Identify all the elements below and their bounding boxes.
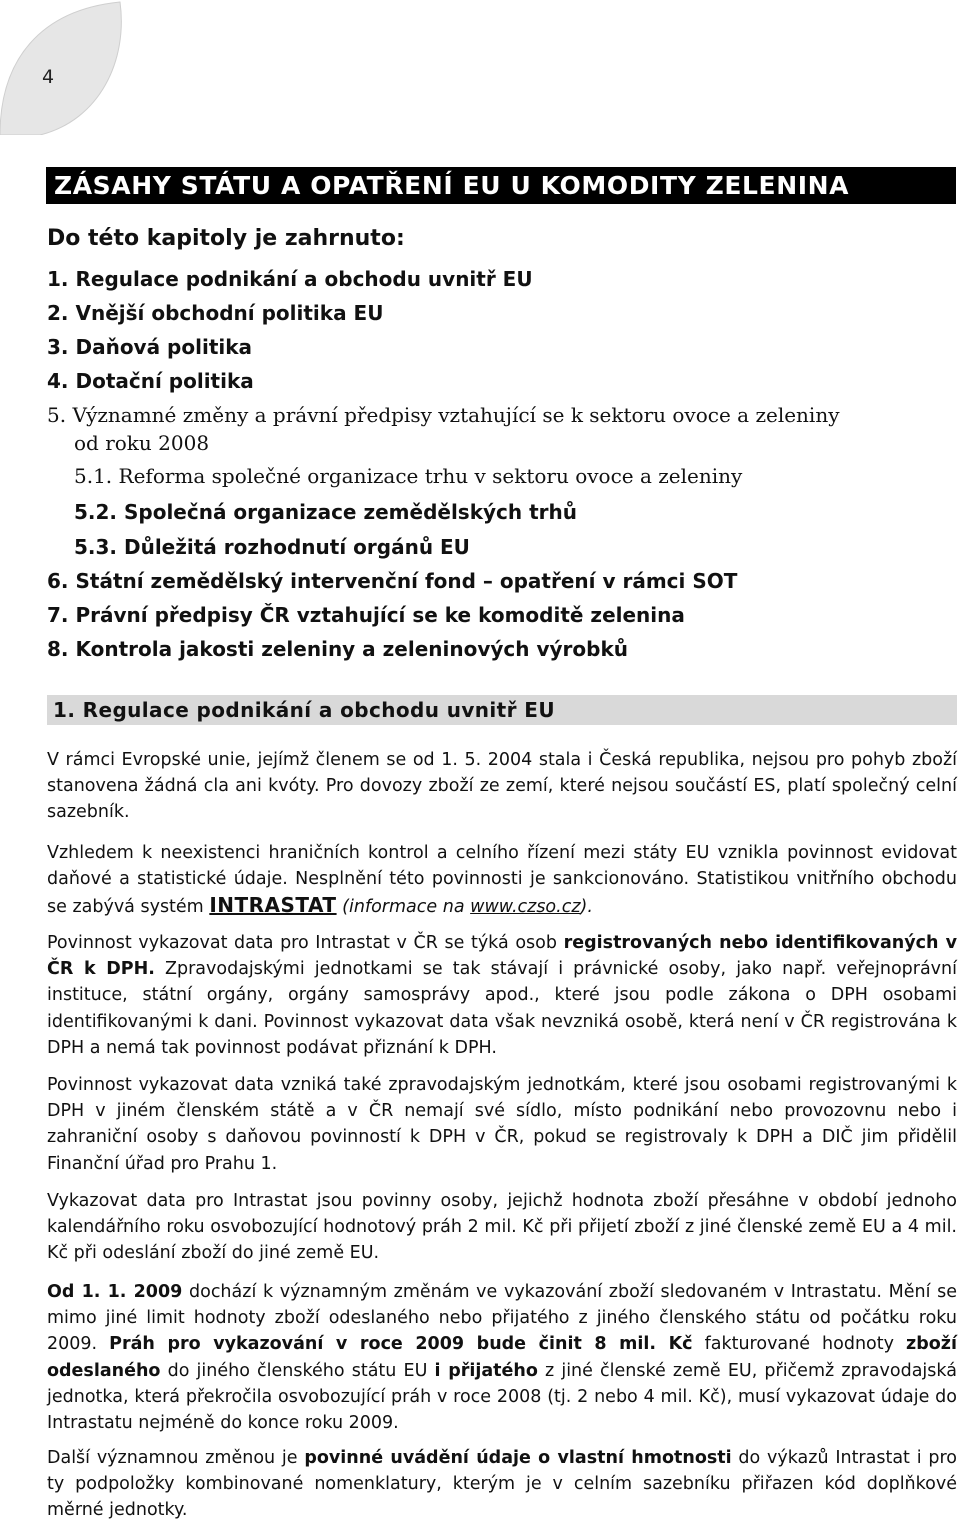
paragraph-text: do výkazů Intrastat i pro ty podpoložky kombinované nomenklatury, kterým je v celním sazebníku přiřazen kód doplňkové měrné jednotky. xyxy=(47,1448,957,1521)
leaf-decoration xyxy=(0,0,130,135)
paragraph xyxy=(47,840,957,921)
toc-item: 6. Státní zemědělský intervenční fond – opatření v rámci SOT xyxy=(47,569,738,593)
paragraph: Vykazovat data pro Intrastat jsou povinny osoby, jejichž hodnota zboží přesáhne v období jednoho kalendářního roku osvobozující hodnotový práh 2 mil. Kč při přijetí zboží z jiné členské země EU a 4 mil. Kč při odeslání zboží do jiné země EU. xyxy=(47,1191,957,1264)
toc-item: 5. Významné změny a právní předpisy vztahující se k sektoru ovoce a zeleniny xyxy=(47,403,840,427)
paragraph xyxy=(47,1279,957,1436)
toc-item-continuation: od roku 2008 xyxy=(74,431,210,455)
emphasis: registrovaných nebo identifikovaných v ČR k DPH. xyxy=(47,933,957,980)
toc-item: 3. Daňová politika xyxy=(47,335,253,359)
paragraph xyxy=(47,930,957,1061)
paragraph: V rámci Evropské unie, jejímž členem se od 1. 5. 2004 stala i Česká republika, nejsou pro pohyb zboží stanovena žádná cla ani kvóty. Pro dovozy zboží ze zemí, které nejsou součástí ES, platí společný celní sazebník. xyxy=(47,750,957,823)
emphasis: i přijatého xyxy=(434,1360,538,1381)
paragraph-text: do jiného členského státu EU xyxy=(167,1360,428,1381)
info-note: (informace na xyxy=(342,897,465,918)
emphasis: zboží odeslaného xyxy=(47,1334,957,1381)
paragraph xyxy=(47,1445,957,1524)
paragraph-text: Povinnost vykazovat data pro Intrastat v ČR se týká osob xyxy=(47,933,557,953)
toc-subitem: 5.1. Reforma společné organizace trhu v sektoru ovoce a zeleniny xyxy=(74,464,743,488)
intrastat-term: INTRASTAT xyxy=(209,893,337,918)
paragraph-text: dochází k významným změnám ve vykazování zboží sledovaném v Intrastatu. Mění se mimo jiné limit hodnoty zboží odeslaného nebo přijatého z jiného členského státu od počátku roku 2009. xyxy=(47,1282,957,1355)
toc-item: 1. Regulace podnikání a obchodu uvnitř EU xyxy=(47,267,533,291)
toc-subitem: 5.2. Společná organizace zemědělských trhů xyxy=(74,500,577,524)
toc-item: 4. Dotační politika xyxy=(47,369,254,393)
paragraph-text: z jiné členské země EU, přičemž zpravodajská jednotka, která překročila osvobozující práh v roce 2008 (tj. 2 nebo 4 mil. Kč), musí vykazovat údaje do Intrastatu nejméně do konce roku 2009. xyxy=(47,1360,957,1434)
emphasis: povinné uvádění údaje o vlastní hmotnosti xyxy=(304,1448,732,1468)
chapter-banner: ZÁSAHY STÁTU A OPATŘENÍ EU U KOMODITY ZELENINA xyxy=(46,167,956,204)
emphasis: Práh pro vykazování v roce 2009 bude činit 8 mil. Kč xyxy=(109,1334,693,1355)
toc-subitem: 5.3. Důležitá rozhodnutí orgánů EU xyxy=(74,535,470,559)
toc-item: 2. Vnější obchodní politika EU xyxy=(47,301,384,325)
toc-item: 8. Kontrola jakosti zeleniny a zeleninových výrobků xyxy=(47,637,628,661)
paragraph-text: Další významnou změnou je xyxy=(47,1448,298,1468)
paragraph-text: Vzhledem k neexistenci hraničních kontrol a celního řízení mezi státy EU vznikla povinnost evidovat daňové a statistické údaje. Nesplnění této povinnosti je sankcionováno. Statistikou vnitřního obchodu se zabývá systém xyxy=(47,843,957,918)
section-heading: 1. Regulace podnikání a obchodu uvnitř EU xyxy=(47,695,957,725)
page-number: 4 xyxy=(42,66,55,88)
czso-link[interactable]: www.czso.cz xyxy=(470,897,581,918)
toc-heading: Do této kapitoly je zahrnuto: xyxy=(47,226,405,251)
paragraph: Povinnost vykazovat data vzniká také zpravodajským jednotkám, které jsou osobami registrovanými k DPH v jiném členském státě a v ČR nemají své sídlo, místo podnikání nebo provozovnu nebo i zahraniční osoby s daňovou povinností k DPH v ČR, pokud se registrovaly k DPH a DIČ jim přidělil Finanční úřad pro Prahu 1. xyxy=(47,1075,957,1174)
paragraph-text: fakturované hodnoty xyxy=(704,1334,894,1355)
paragraph-text: Zpravodajskými jednotkami se tak stávají i právnické osoby, jako např. veřejnoprávní instituce, státní orgány, orgány samosprávy apod., které jsou podle zákona o DPH osobami identifikovanými k dani. Povinnost vykazovat data však nevzniká osobě, která není v ČR registrována k DPH a nemá tak povinnost podávat přiznání k DPH. xyxy=(47,959,957,1058)
info-note-end: ). xyxy=(580,897,593,918)
toc-item: 7. Právní předpisy ČR vztahující se ke komoditě zelenina xyxy=(47,603,685,627)
emphasis: Od 1. 1. 2009 xyxy=(47,1282,183,1302)
